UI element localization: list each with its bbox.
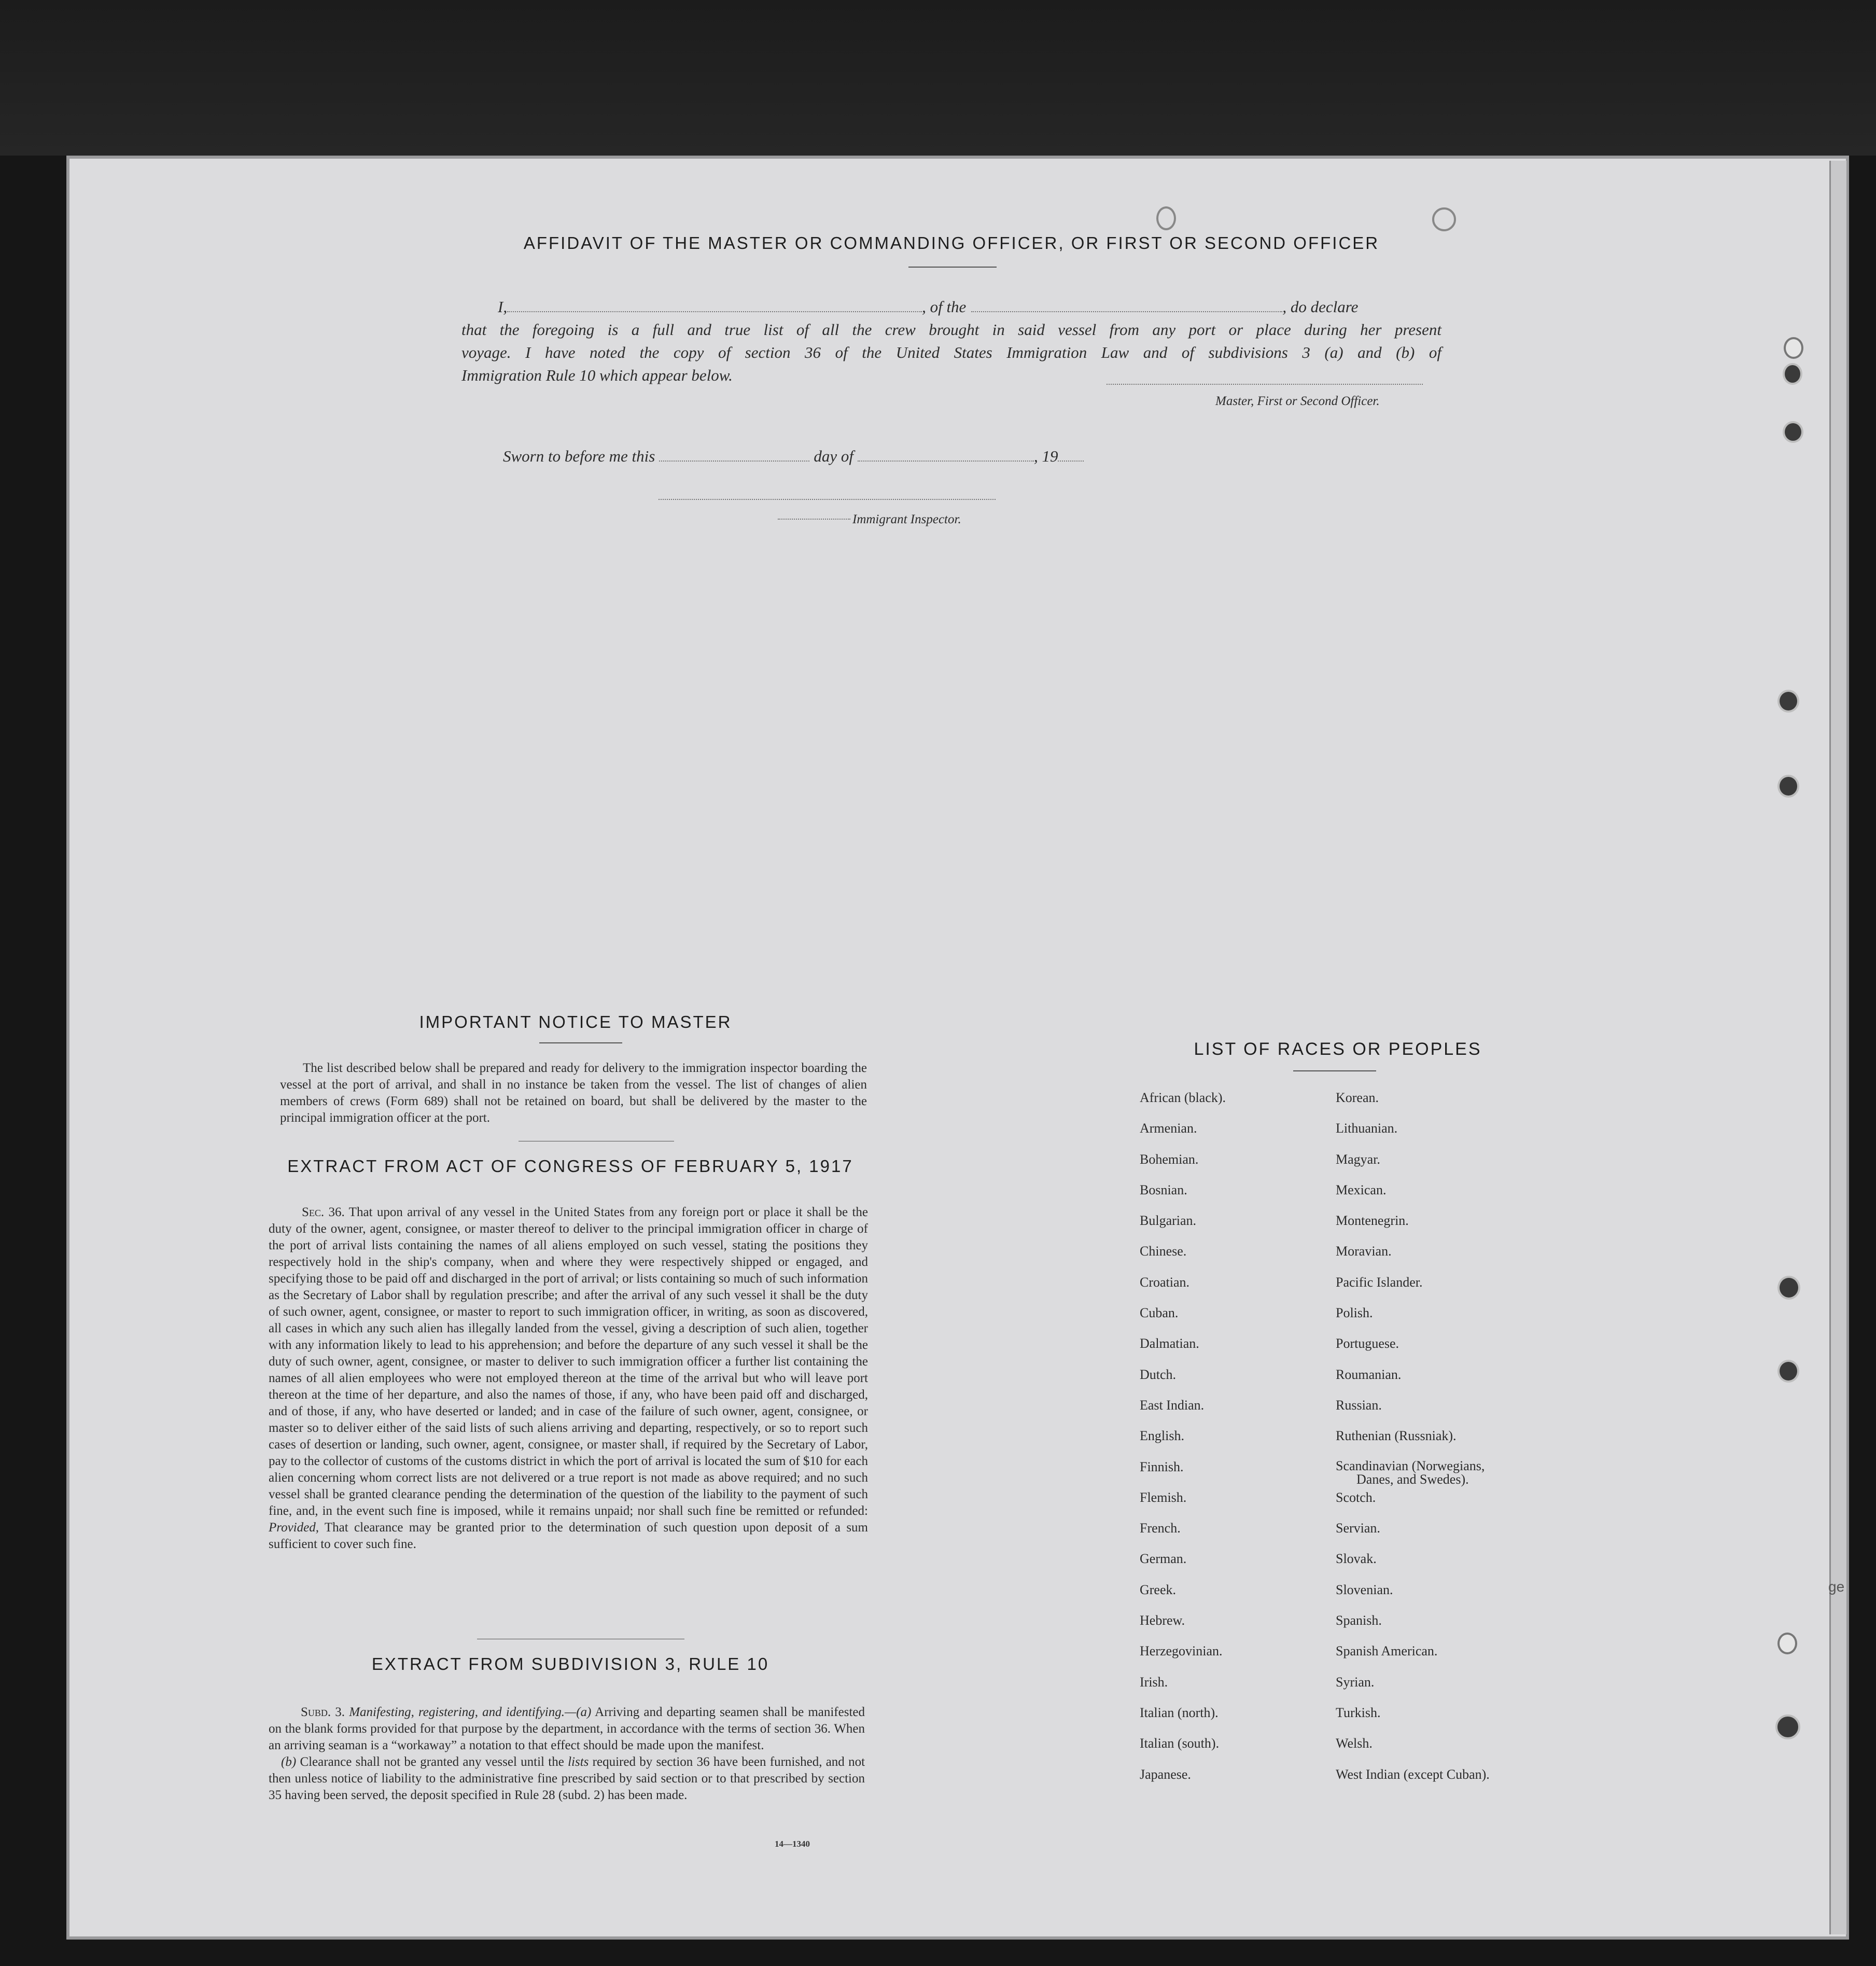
race-item: Korean. <box>1336 1090 1379 1105</box>
race-item: Spanish. <box>1336 1613 1382 1628</box>
races-left-column <box>1140 1090 1316 1797</box>
race-item: Bulgarian. <box>1140 1213 1197 1229</box>
sworn-day-of: day of <box>814 447 853 465</box>
margin-fragment: ge <box>1828 1579 1845 1595</box>
binder-hole <box>1783 421 1803 443</box>
race-item: Irish. <box>1140 1674 1168 1690</box>
race-item: Polish. <box>1336 1305 1373 1321</box>
year-blank <box>1058 461 1084 462</box>
form-number: 14—1340 <box>775 1839 810 1849</box>
section-label: Sec. 36. <box>302 1205 345 1219</box>
declaration-line: Immigration Rule 10 which appear below. <box>461 366 733 384</box>
rule-extract-body <box>269 1704 865 1804</box>
race-item: Mexican. <box>1336 1182 1387 1197</box>
para-a-label: —(a) <box>564 1705 592 1719</box>
race-item-line: Scandinavian (Norwegians, <box>1336 1458 1485 1473</box>
race-item: Hebrew. <box>1140 1613 1185 1628</box>
scan-background <box>0 0 1876 156</box>
race-item: Italian (south). <box>1140 1736 1220 1751</box>
race-item: Ruthenian (Russniak). <box>1336 1428 1457 1444</box>
act-extract-body <box>269 1204 868 1553</box>
sworn-prefix: Sworn to before me this <box>503 447 655 465</box>
binder-hole <box>1156 206 1176 230</box>
para-b-lists: lists <box>568 1755 589 1769</box>
race-item: French. <box>1140 1521 1181 1536</box>
binder-hole <box>1784 337 1803 359</box>
provided-label: Provided, <box>269 1521 319 1535</box>
race-item: Turkish. <box>1336 1705 1381 1720</box>
race-item: West Indian (except Cuban). <box>1336 1766 1490 1782</box>
race-item: Japanese. <box>1140 1766 1191 1782</box>
declaration-line: voyage. I have noted the copy of section 36 of the United States Immigration Law and of subdivisions 3 (a) and (b) of <box>461 343 1441 361</box>
declaration-line <box>461 296 1441 318</box>
para-b-text: Clearance shall not be granted any vessel until the <box>300 1755 564 1769</box>
sworn-line <box>461 445 1441 468</box>
race-item: Italian (north). <box>1140 1705 1219 1720</box>
para-b <box>269 1754 865 1804</box>
notice-body <box>280 1060 867 1126</box>
race-item: Slovak. <box>1336 1551 1377 1567</box>
subd-heading: Manifesting, registering, and identifying. <box>349 1705 565 1719</box>
race-item: Servian. <box>1336 1521 1380 1536</box>
race-item: Syrian. <box>1336 1674 1375 1690</box>
race-item: Flemish. <box>1140 1489 1187 1505</box>
sworn-year: , 19 <box>1033 447 1058 465</box>
declaration-do-declare: , do declare <box>1282 298 1359 316</box>
notice-title: IMPORTANT NOTICE TO MASTER <box>419 1012 732 1031</box>
binder-hole <box>1783 363 1802 385</box>
race-item: Roumanian. <box>1336 1367 1402 1382</box>
race-item-continuation: Danes, and Swedes). <box>1356 1471 1469 1487</box>
race-item: Bohemian. <box>1140 1151 1199 1167</box>
race-item: Dalmatian. <box>1140 1336 1199 1351</box>
race-item: Chinese. <box>1140 1244 1187 1259</box>
declaration-line: that the foregoing is a full and true list of all the crew brought in said vessel from any port or place during her present <box>461 320 1441 339</box>
binder-hole <box>1777 775 1799 798</box>
name-blank <box>507 311 922 312</box>
race-item: Spanish American. <box>1336 1643 1438 1659</box>
races-right-column <box>1336 1090 1553 1797</box>
race-item: Moravian. <box>1336 1244 1392 1259</box>
race-item: Finnish. <box>1140 1459 1184 1474</box>
divider <box>908 267 997 268</box>
race-item: East Indian. <box>1140 1397 1205 1413</box>
race-item: Magyar. <box>1336 1151 1380 1167</box>
affidavit-title: AFFIDAVIT OF THE MASTER OR COMMANDING OFFICER, OR FIRST OR SECOND OFFICER <box>523 233 1380 253</box>
race-item: Portuguese. <box>1336 1336 1399 1351</box>
notice-text: The list described below shall be prepared and ready for delivery to the immigration inspector boarding the vessel at the port of arrival, and shall in no instance be taken from the vessel. The list of changes of alien members of crews (Form 689) shall not be retained on board, but shall be delivered by the master to the principal immigration officer at the port. <box>280 1061 867 1125</box>
page-edge <box>1829 161 1846 1934</box>
race-item: Slovenian. <box>1336 1582 1393 1597</box>
signer-label: Master, First or Second Officer. <box>1215 394 1380 408</box>
binder-hole <box>1432 207 1456 231</box>
binder-hole <box>1777 690 1799 713</box>
para-b-label: (b) <box>281 1755 297 1769</box>
vessel-blank <box>971 311 1282 312</box>
section-text-end: That clearance may be granted prior to the determination of such question upon deposit of a sum sufficient to cover such fine. <box>269 1521 868 1551</box>
act-extract-title: EXTRACT FROM ACT OF CONGRESS OF FEBRUARY 5, 1917 <box>287 1156 853 1176</box>
race-item: Montenegrin. <box>1336 1213 1409 1229</box>
race-item: German. <box>1140 1551 1187 1567</box>
race-item: Scotch. <box>1336 1489 1376 1505</box>
section-text: That upon arrival of any vessel in the United States from any foreign port or place it shall be the duty of the owner, agent, consignee, or master thereof to deliver to the principal immigration officer in charge of the port of arrival lists containing the names of all aliens employed on such vessel, stating the positions they respectively hold in the ship's company, when and where they were respectively shipped or engaged, and specifying those to be paid off and discharged in the port of arrival; or lists containing so much of such information as the Secretary of Labor shall by regulation prescribe; and after the arrival of any such vessel it shall be the duty of such owner, agent, consignee, or master to report to such immigration officer, in writing, as soon as discovered, all cases in which any such alien has illegally landed from the vessel, giving a description of such alien, together with any information likely to lead to his apprehension; and before the departure of any such vessel it shall be the duty of such owner, agent, consignee, or master to deliver to such immigration officer a further list containing the names of all alien employees who were not employed thereon at the time of the arrival but who will leave port thereon at the time of her departure, and also the names of those, if any, who have been paid off and discharged, and of those, if any, who have deserted or landed; and in case of the failure of such owner, agent, consignee, or master so to deliver either of the said lists of such aliens arriving and departing, respectively, or so to report such cases of desertion or landing, such owner, agent, consignee, or master shall, if required by the Secretary of Labor, pay to the collector of customs of the customs district in which the port of arrival is located the sum of $10 for each alien concerning whom correct lists are not delivered or a true report is not made as above required; and no such vessel shall be granted clearance pending the determination of the question of the liability to the payment of such fine, and, in the event such fine is imposed, while it remains unpaid; nor shall such fine be remitted or refunded: <box>269 1205 869 1518</box>
binder-hole <box>1777 1276 1800 1300</box>
race-item: Bosnian. <box>1140 1182 1187 1197</box>
declaration-i: I, <box>498 298 508 316</box>
race-item: Lithuanian. <box>1336 1121 1398 1136</box>
race-item: English. <box>1140 1428 1184 1444</box>
inspector-signature-line <box>778 519 850 520</box>
race-item: African (black). <box>1140 1090 1226 1105</box>
race-item: Pacific Islander. <box>1336 1274 1423 1290</box>
inspector-label: Immigrant Inspector. <box>852 512 961 526</box>
race-item: Croatian. <box>1140 1274 1190 1290</box>
race-item: Dutch. <box>1140 1367 1177 1382</box>
race-item: Russian. <box>1336 1397 1382 1413</box>
race-item: Herzegovinian. <box>1140 1643 1223 1659</box>
race-item <box>1336 1459 1553 1490</box>
divider <box>1293 1070 1376 1071</box>
signature-line <box>1107 384 1423 385</box>
para-a <box>269 1704 865 1754</box>
race-item: Armenian. <box>1140 1121 1197 1136</box>
declaration-of-the: , of the <box>922 298 967 316</box>
race-item: Greek. <box>1140 1582 1177 1597</box>
para-a-text: Arriving and departing seamen shall be manifested on the blank forms provided for that purpose by the department, in accordance with the terms of section 36. When an arriving seaman is a “workaway” a notation to that effect should be made upon the manifest. <box>269 1705 865 1752</box>
rule-extract-title: EXTRACT FROM SUBDIVISION 3, RULE 10 <box>371 1654 769 1674</box>
binder-hole <box>1777 1633 1797 1654</box>
binder-hole <box>1777 1360 1799 1383</box>
affidavit-statement <box>461 296 1441 387</box>
para-b-text-end: required by section 36 have been furnished, and not then unless notice of liability to the administrative fine prescribed by said section or to that prescribed by section 35 having been served, the deposit specified in Rule 28 (subd. 2) has been made. <box>269 1755 865 1802</box>
race-item: Welsh. <box>1336 1736 1373 1751</box>
divider <box>539 1042 622 1043</box>
day-blank <box>659 461 809 462</box>
binder-hole <box>1775 1714 1800 1739</box>
race-item: Cuban. <box>1140 1305 1179 1321</box>
month-blank <box>858 461 1034 462</box>
inspector-signature-line <box>659 499 996 500</box>
races-title: LIST OF RACES OR PEOPLES <box>1194 1039 1482 1059</box>
subd-label: Subd. 3. <box>301 1705 345 1719</box>
